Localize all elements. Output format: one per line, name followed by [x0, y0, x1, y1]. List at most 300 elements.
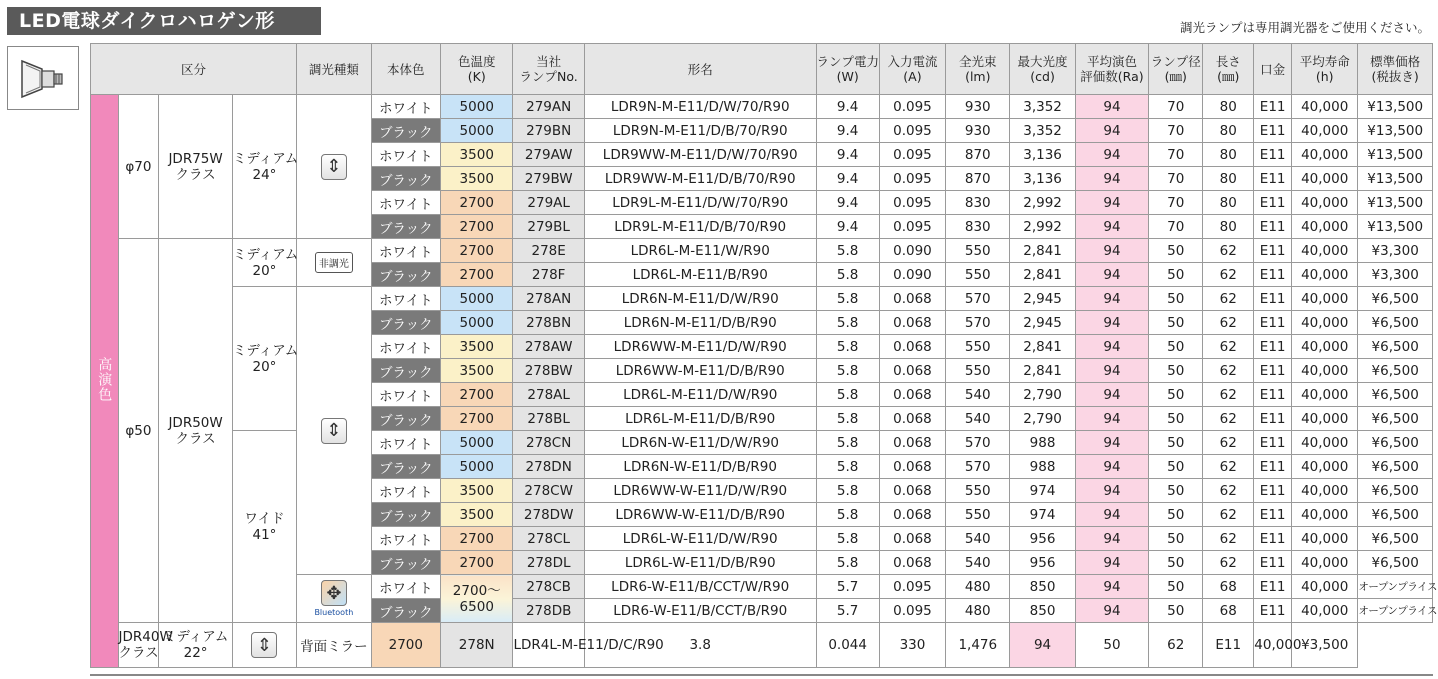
- beam-medium-24-l2: 24°: [252, 166, 277, 183]
- color-temp-cell: 5000: [441, 431, 513, 455]
- lamp-no-cell: 278CB: [513, 575, 584, 599]
- flux-cell: 570: [946, 455, 1010, 479]
- power-cell: 9.4: [816, 143, 879, 167]
- flux-cell: 550: [946, 503, 1010, 527]
- power-cell: 9.4: [816, 191, 879, 215]
- diameter-cell: 50: [1149, 311, 1203, 335]
- intensity-cell: 956: [1010, 527, 1075, 551]
- lamp-no-cell: 279AL: [513, 191, 584, 215]
- current-cell: 0.068: [879, 551, 945, 575]
- intensity-cell: 2,945: [1010, 311, 1075, 335]
- ra-cell: 94: [1075, 479, 1148, 503]
- length-cell: 62: [1203, 263, 1254, 287]
- color-temp-cell: 5000: [441, 455, 513, 479]
- price-cell: ¥6,500: [1358, 527, 1433, 551]
- life-cell: 40,000: [1292, 95, 1358, 119]
- intensity-cell: 2,841: [1010, 335, 1075, 359]
- intensity-cell: 2,790: [1010, 407, 1075, 431]
- flux-cell: 570: [946, 431, 1010, 455]
- diameter-cell: 70: [1149, 191, 1203, 215]
- beam-medium-20a-l2: 20°: [252, 262, 277, 279]
- class-jdr75-l2: クラス: [175, 166, 216, 183]
- model-cell: LDR6WW-W-E11/D/W/R90: [584, 479, 816, 503]
- header-ra: [1075, 44, 1148, 95]
- header-row: [91, 44, 1433, 95]
- lamp-no-cell: 278AN: [513, 287, 584, 311]
- model-cell: LDR9WW-M-E11/D/B/70/R90: [584, 167, 816, 191]
- base-cell: E11: [1254, 503, 1292, 527]
- power-cell: 5.8: [816, 455, 879, 479]
- base-cell: E11: [1254, 119, 1292, 143]
- flux-cell: 870: [946, 143, 1010, 167]
- class-jdr40-l1: JDR40W: [118, 629, 173, 645]
- price-cell: ¥3,300: [1358, 239, 1433, 263]
- flux-cell: 480: [946, 599, 1010, 623]
- price-cell: ¥6,500: [1358, 359, 1433, 383]
- intensity-cell: 3,136: [1010, 167, 1075, 191]
- intensity-cell: 988: [1010, 431, 1075, 455]
- power-cell: 9.4: [816, 215, 879, 239]
- power-cell: 5.8: [816, 311, 879, 335]
- header-price-l1: 標準価格: [1370, 54, 1421, 69]
- life-cell: 40,000: [1292, 431, 1358, 455]
- class-jdr50-l2: クラス: [175, 430, 216, 447]
- high-color-label: 高演色: [96, 356, 113, 402]
- intensity-cell: 850: [1010, 599, 1075, 623]
- price-cell: ¥13,500: [1358, 119, 1433, 143]
- ra-cell: 94: [1075, 359, 1148, 383]
- body-color-cell: ブラック: [371, 599, 440, 623]
- ra-cell: 94: [1075, 383, 1148, 407]
- ra-cell: 94: [1075, 431, 1148, 455]
- ra-cell: 94: [1075, 167, 1148, 191]
- power-cell: 5.7: [816, 599, 879, 623]
- length-cell: 62: [1203, 383, 1254, 407]
- length-cell: 80: [1203, 143, 1254, 167]
- body-color-cell: ホワイト: [371, 383, 440, 407]
- model-cell: LDR9L-M-E11/D/B/70/R90: [584, 215, 816, 239]
- current-cell: 0.068: [879, 287, 945, 311]
- header-base: 口金: [1254, 44, 1292, 95]
- color-temp-cell: 2700: [441, 383, 513, 407]
- intensity-cell: 2,992: [1010, 215, 1075, 239]
- current-cell: 0.095: [879, 599, 945, 623]
- color-temp-cell: 2700: [441, 263, 513, 287]
- length-cell: 62: [1203, 551, 1254, 575]
- model-cell: LDR6L-M-E11/B/R90: [584, 263, 816, 287]
- diameter-cell: 50: [1149, 287, 1203, 311]
- header-lamp-no: [513, 44, 584, 95]
- base-cell: E11: [1254, 431, 1292, 455]
- flux-cell: 930: [946, 119, 1010, 143]
- dimmable-icon: ⇕: [321, 418, 347, 444]
- base-cell: E11: [1254, 575, 1292, 599]
- table-row: [91, 623, 1433, 668]
- table-row: [91, 287, 1433, 311]
- current-cell: 0.068: [879, 503, 945, 527]
- power-cell: 5.8: [816, 527, 879, 551]
- class-jdr50-l1: JDR50W: [168, 414, 223, 431]
- header-current-l2: (A): [903, 69, 922, 84]
- body-color-cell: ブラック: [371, 503, 440, 527]
- power-cell: 5.8: [816, 551, 879, 575]
- body-color-cell: ホワイト: [371, 191, 440, 215]
- model-cell: LDR6L-M-E11/D/W/R90: [584, 383, 816, 407]
- diameter-cell: 50: [1149, 503, 1203, 527]
- bluetooth-group: [297, 580, 370, 617]
- price-cell: ¥13,500: [1358, 143, 1433, 167]
- price-cell: ¥3,300: [1358, 263, 1433, 287]
- beam-medium-22-l2: 22°: [183, 645, 208, 661]
- header-length-l2: (㎜): [1217, 69, 1240, 84]
- class-jdr40: [118, 623, 173, 668]
- diameter-cell: 50: [1149, 527, 1203, 551]
- length-cell: 62: [1203, 359, 1254, 383]
- intensity-cell: 974: [1010, 479, 1075, 503]
- header-color-temp-l2: (K): [467, 69, 486, 84]
- ra-cell: 94: [1075, 287, 1148, 311]
- color-temp-cell: 2700: [441, 527, 513, 551]
- diameter-cell: 50: [1149, 335, 1203, 359]
- header-lamp-no-l2: ランプNo.: [519, 69, 578, 84]
- header-lamp-no-l1: 当社: [536, 54, 562, 69]
- header-dimming: 調光種類: [297, 44, 371, 95]
- lamp-no-cell: 278DL: [513, 551, 584, 575]
- color-temp-cell: 3500: [441, 167, 513, 191]
- beam-medium-24-l1: ミディアム: [232, 150, 299, 167]
- life-cell: 40,000: [1292, 167, 1358, 191]
- current-cell: 0.095: [879, 191, 945, 215]
- model-cell: LDR6N-M-E11/D/W/R90: [584, 287, 816, 311]
- beam-medium-22-l1: ミディアム: [162, 629, 229, 645]
- flux-cell: 550: [946, 359, 1010, 383]
- base-cell: E11: [1254, 383, 1292, 407]
- power-cell: 5.8: [816, 479, 879, 503]
- length-cell: 80: [1203, 119, 1254, 143]
- flux-cell: 570: [946, 311, 1010, 335]
- lamp-no-cell: 278DB: [513, 599, 584, 623]
- header-power: [816, 44, 879, 95]
- flux-cell: 550: [946, 479, 1010, 503]
- price-cell: ¥6,500: [1358, 551, 1433, 575]
- life-cell: 40,000: [1292, 503, 1358, 527]
- flux-cell: 830: [946, 215, 1010, 239]
- diameter-phi70: φ70: [118, 95, 159, 239]
- body-color-cell: ホワイト: [371, 287, 440, 311]
- current-cell: 0.090: [879, 239, 945, 263]
- diameter-cell: 50: [1149, 455, 1203, 479]
- header-intensity: [1010, 44, 1075, 95]
- ra-cell: 94: [1075, 551, 1148, 575]
- lamp-no-cell: 279BW: [513, 167, 584, 191]
- ra-cell: 94: [1010, 623, 1075, 668]
- header-life-l1: 平均寿命: [1299, 54, 1350, 69]
- color-temp-cell: 2700: [441, 239, 513, 263]
- header-ra-l1: 平均演色: [1086, 54, 1137, 69]
- life-cell: 40,000: [1292, 239, 1358, 263]
- lamp-no-cell: 278BW: [513, 359, 584, 383]
- ra-cell: 94: [1075, 527, 1148, 551]
- ra-cell: 94: [1075, 95, 1148, 119]
- beam-wide-41: [232, 431, 296, 623]
- ra-cell: 94: [1075, 239, 1148, 263]
- power-cell: 5.8: [816, 359, 879, 383]
- intensity-cell: 3,352: [1010, 95, 1075, 119]
- intensity-cell: 2,790: [1010, 383, 1075, 407]
- lamp-no-cell: 278BL: [513, 407, 584, 431]
- length-cell: 80: [1203, 95, 1254, 119]
- lamp-no-cell: 279BN: [513, 119, 584, 143]
- model-cell: LDR6N-W-E11/D/W/R90: [584, 431, 816, 455]
- header-diameter-l1: ランプ径: [1150, 54, 1201, 69]
- table-row: [91, 239, 1433, 263]
- ra-cell: 94: [1075, 191, 1148, 215]
- intensity-cell: 974: [1010, 503, 1075, 527]
- dimming-cell-mirror: [232, 623, 296, 668]
- life-cell: 40,000: [1292, 575, 1358, 599]
- ra-cell: 94: [1075, 119, 1148, 143]
- color-temp-cell: 5000: [441, 311, 513, 335]
- lamp-no-cell: 278E: [513, 239, 584, 263]
- current-cell: 0.090: [879, 263, 945, 287]
- lamp-no-cell: 278AL: [513, 383, 584, 407]
- dimming-cell-phi50: [297, 287, 371, 575]
- beam-medium-20b-l1: ミディアム: [232, 342, 299, 359]
- diameter-cell: 50: [1149, 431, 1203, 455]
- diameter-cell: 50: [1149, 383, 1203, 407]
- diameter-cell: 70: [1149, 95, 1203, 119]
- class-jdr75-l1: JDR75W: [168, 150, 223, 167]
- header-diameter: [1149, 44, 1203, 95]
- header-power-l1: ランプ電力: [816, 54, 880, 69]
- diameter-cell: 50: [1149, 263, 1203, 287]
- current-cell: 0.095: [879, 215, 945, 239]
- dimming-cell-bluetooth: [297, 575, 371, 623]
- base-cell: E11: [1254, 479, 1292, 503]
- color-temp-cell: 2700〜 6500: [441, 575, 513, 623]
- power-cell: 9.4: [816, 119, 879, 143]
- color-temp-cell: 3500: [441, 359, 513, 383]
- diameter-cell: 50: [1149, 551, 1203, 575]
- price-cell: ¥3,500: [1292, 623, 1358, 668]
- flux-cell: 550: [946, 263, 1010, 287]
- diameter-cell: 50: [1149, 239, 1203, 263]
- model-cell: LDR9L-M-E11/D/W/70/R90: [584, 191, 816, 215]
- lamp-no-cell: 278DN: [513, 455, 584, 479]
- length-cell: 62: [1203, 479, 1254, 503]
- intensity-cell: 1,476: [946, 623, 1010, 668]
- color-temp-cell: 5000: [441, 95, 513, 119]
- lamp-no-cell: 278BN: [513, 311, 584, 335]
- price-cell: ¥6,500: [1358, 455, 1433, 479]
- color-temp-cell: 2700: [441, 551, 513, 575]
- body-color-cell: ホワイト: [371, 143, 440, 167]
- life-cell: 40,000: [1254, 623, 1292, 668]
- power-cell: 5.8: [816, 407, 879, 431]
- life-cell: 40,000: [1292, 215, 1358, 239]
- current-cell: 0.068: [879, 359, 945, 383]
- price-cell: オープンプライス: [1358, 575, 1433, 599]
- ra-cell: 94: [1075, 335, 1148, 359]
- table-body: [91, 95, 1437, 668]
- body-color-cell: ホワイト: [371, 575, 440, 599]
- table-row: [91, 95, 1433, 119]
- body-color-cell: ホワイト: [371, 95, 440, 119]
- current-cell: 0.044: [816, 623, 879, 668]
- lamp-no-cell: 278N: [441, 623, 513, 668]
- life-cell: 40,000: [1292, 455, 1358, 479]
- header-price: [1358, 44, 1433, 95]
- length-cell: 62: [1203, 287, 1254, 311]
- beam-medium-22: [159, 623, 232, 668]
- beam-medium-20a-l1: ミディアム: [232, 246, 299, 263]
- power-cell: 5.8: [816, 383, 879, 407]
- base-cell: E11: [1203, 623, 1254, 668]
- color-temp-cell: 3500: [441, 503, 513, 527]
- intensity-cell: 2,945: [1010, 287, 1075, 311]
- table-bottom-rule: [90, 674, 1433, 676]
- intensity-cell: 988: [1010, 455, 1075, 479]
- base-cell: E11: [1254, 95, 1292, 119]
- header-life-l2: (h): [1315, 69, 1334, 84]
- class-jdr50: [159, 239, 232, 623]
- lamp-no-cell: 279AW: [513, 143, 584, 167]
- color-temp-cell: 2700: [441, 191, 513, 215]
- header-intensity-l2: (cd): [1030, 69, 1055, 84]
- model-cell: LDR9N-M-E11/D/B/70/R90: [584, 119, 816, 143]
- power-cell: 5.8: [816, 263, 879, 287]
- base-cell: E11: [1254, 407, 1292, 431]
- flux-cell: 570: [946, 287, 1010, 311]
- length-cell: 62: [1203, 503, 1254, 527]
- power-cell: 5.8: [816, 287, 879, 311]
- beam-medium-20b-l2: 20°: [252, 358, 277, 375]
- life-cell: 40,000: [1292, 287, 1358, 311]
- body-color-cell: ホワイト: [371, 335, 440, 359]
- color-temp-cell: 3500: [441, 143, 513, 167]
- current-cell: 0.068: [879, 527, 945, 551]
- model-cell: LDR6-W-E11/B/CCT/W/R90: [584, 575, 816, 599]
- ra-cell: 94: [1075, 599, 1148, 623]
- flux-cell: 550: [946, 335, 1010, 359]
- color-tunable-icon: ✥: [321, 580, 347, 606]
- base-cell: E11: [1254, 599, 1292, 623]
- power-cell: 5.8: [816, 335, 879, 359]
- price-cell: ¥6,500: [1358, 431, 1433, 455]
- life-cell: 40,000: [1292, 191, 1358, 215]
- header-power-l2: (W): [836, 69, 859, 84]
- price-cell: ¥6,500: [1358, 311, 1433, 335]
- header-flux-l1: 全光束: [959, 54, 997, 69]
- current-cell: 0.095: [879, 95, 945, 119]
- header-body-color: 本体色: [371, 44, 440, 95]
- length-cell: 62: [1203, 311, 1254, 335]
- beam-wide-41-l1: ワイド: [244, 510, 285, 527]
- current-cell: 0.095: [879, 119, 945, 143]
- life-cell: 40,000: [1292, 527, 1358, 551]
- length-cell: 80: [1203, 167, 1254, 191]
- model-cell: LDR9N-M-E11/D/W/70/R90: [584, 95, 816, 119]
- price-cell: ¥13,500: [1358, 215, 1433, 239]
- length-cell: 62: [1203, 527, 1254, 551]
- life-cell: 40,000: [1292, 551, 1358, 575]
- length-cell: 62: [1203, 407, 1254, 431]
- diameter-cell: 70: [1149, 167, 1203, 191]
- diameter-cell: 50: [1075, 623, 1148, 668]
- flux-cell: 870: [946, 167, 1010, 191]
- length-cell: 62: [1203, 335, 1254, 359]
- price-cell: ¥6,500: [1358, 479, 1433, 503]
- lamp-no-cell: 279BL: [513, 215, 584, 239]
- current-cell: 0.095: [879, 167, 945, 191]
- base-cell: E11: [1254, 551, 1292, 575]
- model-cell: LDR4L-M-E11/D/C/R90: [513, 623, 584, 668]
- diameter-cell: 70: [1149, 119, 1203, 143]
- base-cell: E11: [1254, 263, 1292, 287]
- length-cell: 62: [1203, 239, 1254, 263]
- body-color-cell: ブラック: [371, 119, 440, 143]
- table-row: [91, 431, 1433, 455]
- body-color-cell: ブラック: [371, 263, 440, 287]
- flux-cell: 830: [946, 191, 1010, 215]
- header-color-temp: [441, 44, 513, 95]
- model-cell: LDR6N-M-E11/D/B/R90: [584, 311, 816, 335]
- current-cell: 0.095: [879, 575, 945, 599]
- ra-cell: 94: [1075, 143, 1148, 167]
- current-cell: 0.068: [879, 407, 945, 431]
- model-cell: LDR6WW-M-E11/D/B/R90: [584, 359, 816, 383]
- power-cell: 9.4: [816, 167, 879, 191]
- class-jdr75: [159, 95, 232, 239]
- dimmer-note: 調光ランプは専用調光器をご使用ください。: [1179, 20, 1430, 35]
- header-color-temp-l1: 色温度: [457, 54, 496, 69]
- flux-cell: 540: [946, 383, 1010, 407]
- non-dimmable-icon: 非調光: [315, 252, 353, 273]
- dimming-cell-nondim: [297, 239, 371, 287]
- intensity-cell: 2,841: [1010, 239, 1075, 263]
- color-temp-cell: 3500: [441, 479, 513, 503]
- ra-cell: 94: [1075, 575, 1148, 599]
- base-cell: E11: [1254, 167, 1292, 191]
- base-cell: E11: [1254, 215, 1292, 239]
- base-cell: E11: [1254, 239, 1292, 263]
- current-cell: 0.095: [879, 143, 945, 167]
- model-cell: LDR6L-W-E11/D/W/R90: [584, 527, 816, 551]
- life-cell: 40,000: [1292, 407, 1358, 431]
- beam-medium-20: [232, 287, 299, 431]
- life-cell: 40,000: [1292, 143, 1358, 167]
- body-color-cell: ホワイト: [371, 239, 440, 263]
- base-cell: E11: [1254, 527, 1292, 551]
- ra-cell: 94: [1075, 215, 1148, 239]
- model-cell: LDR6WW-W-E11/D/B/R90: [584, 503, 816, 527]
- price-cell: オープンプライス: [1358, 599, 1433, 623]
- life-cell: 40,000: [1292, 479, 1358, 503]
- lamp-no-cell: 279AN: [513, 95, 584, 119]
- dimming-cell-phi70: [297, 95, 371, 239]
- header-category: 区分: [91, 44, 297, 95]
- base-cell: E11: [1254, 311, 1292, 335]
- price-cell: ¥6,500: [1358, 383, 1433, 407]
- life-cell: 40,000: [1292, 311, 1358, 335]
- power-cell: 9.4: [816, 95, 879, 119]
- flux-cell: 540: [946, 527, 1010, 551]
- intensity-cell: 850: [1010, 575, 1075, 599]
- bulb-illustration: [7, 46, 79, 110]
- header-flux: [946, 44, 1010, 95]
- body-color-cell: 背面ミラー: [297, 623, 371, 668]
- model-cell: LDR6N-W-E11/D/B/R90: [584, 455, 816, 479]
